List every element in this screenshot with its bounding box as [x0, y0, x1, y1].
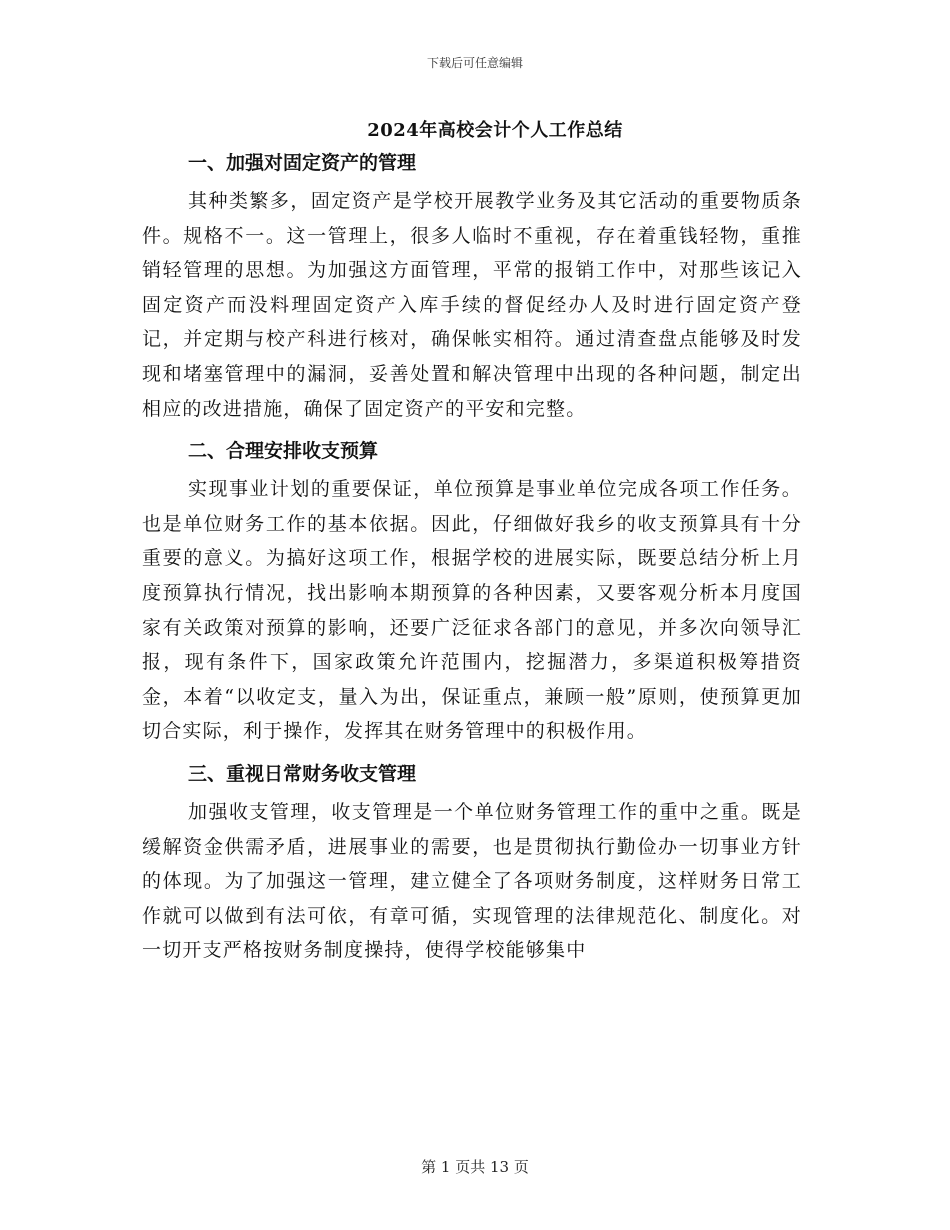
page-number: 第 1 页共 13 页	[421, 1158, 529, 1176]
section-paragraph: 加强收支管理，收支管理是一个单位财务管理工作的重中之重。既是缓解资金供需矛盾，进展事业的需要，也是贯彻执行勤俭办一切事业方针的体现。为了加强这一管理，建立健全了各项财务制度，这样财务日常工作就可以做到有法可依，有章可循，实现管理的法律规范化、制度化。对一切开支严格按财务制度操持，使得学校能够集中	[142, 800, 802, 962]
section-heading: 三、重视日常财务收支管理	[188, 762, 417, 785]
document-body	[142, 146, 802, 976]
section-heading: 二、合理安排收支预算	[188, 440, 379, 463]
document-title: 2024年高校会计个人工作总结	[367, 120, 623, 141]
section-paragraph: 实现事业计划的重要保证，单位预算是事业单位完成各项工作任务。也是单位财务工作的基本依据。因此，仔细做好我乡的收支预算具有十分重要的意义。为搞好这项工作，根据学校的进展实际，既要总结分析上月度预算执行情况，找出影响本期预算的各种因素，又要客观分析本月度国家有关政策对预算的影响，还要广泛征求各部门的意见，并多次向领导汇报，现有条件下，国家政策允许范围内，挖掘潜力，多渠道积极筹措资金，本着“以收定支，量入为出，保证重点，兼顾一般”原则，使预算更加切合实际，利于操作，发挥其在财务管理中的积极作用。	[142, 478, 802, 743]
page-header-note: 下载后可任意编辑	[426, 56, 523, 70]
section-1	[142, 146, 802, 426]
section-2	[142, 434, 802, 749]
section-heading: 一、加强对固定资产的管理	[188, 152, 417, 174]
section-paragraph: 其种类繁多，固定资产是学校开展教学业务及其它活动的重要物质条件。规格不一。这一管理上，很多人临时不重视，存在着重钱轻物，重推销轻管理的思想。为加强这方面管理，平常的报销工作中，对那些该记入固定资产而没料理固定资产入库手续的督促经办人及时进行固定资产登记，并定期与校产科进行核对，确保帐实相符。通过清查盘点能够及时发现和堵塞管理中的漏洞，妥善处置和解决管理中出现的各种问题，制定出相应的改进措施，确保了固定资产的平安和完整。	[142, 190, 802, 420]
section-3	[142, 757, 802, 968]
